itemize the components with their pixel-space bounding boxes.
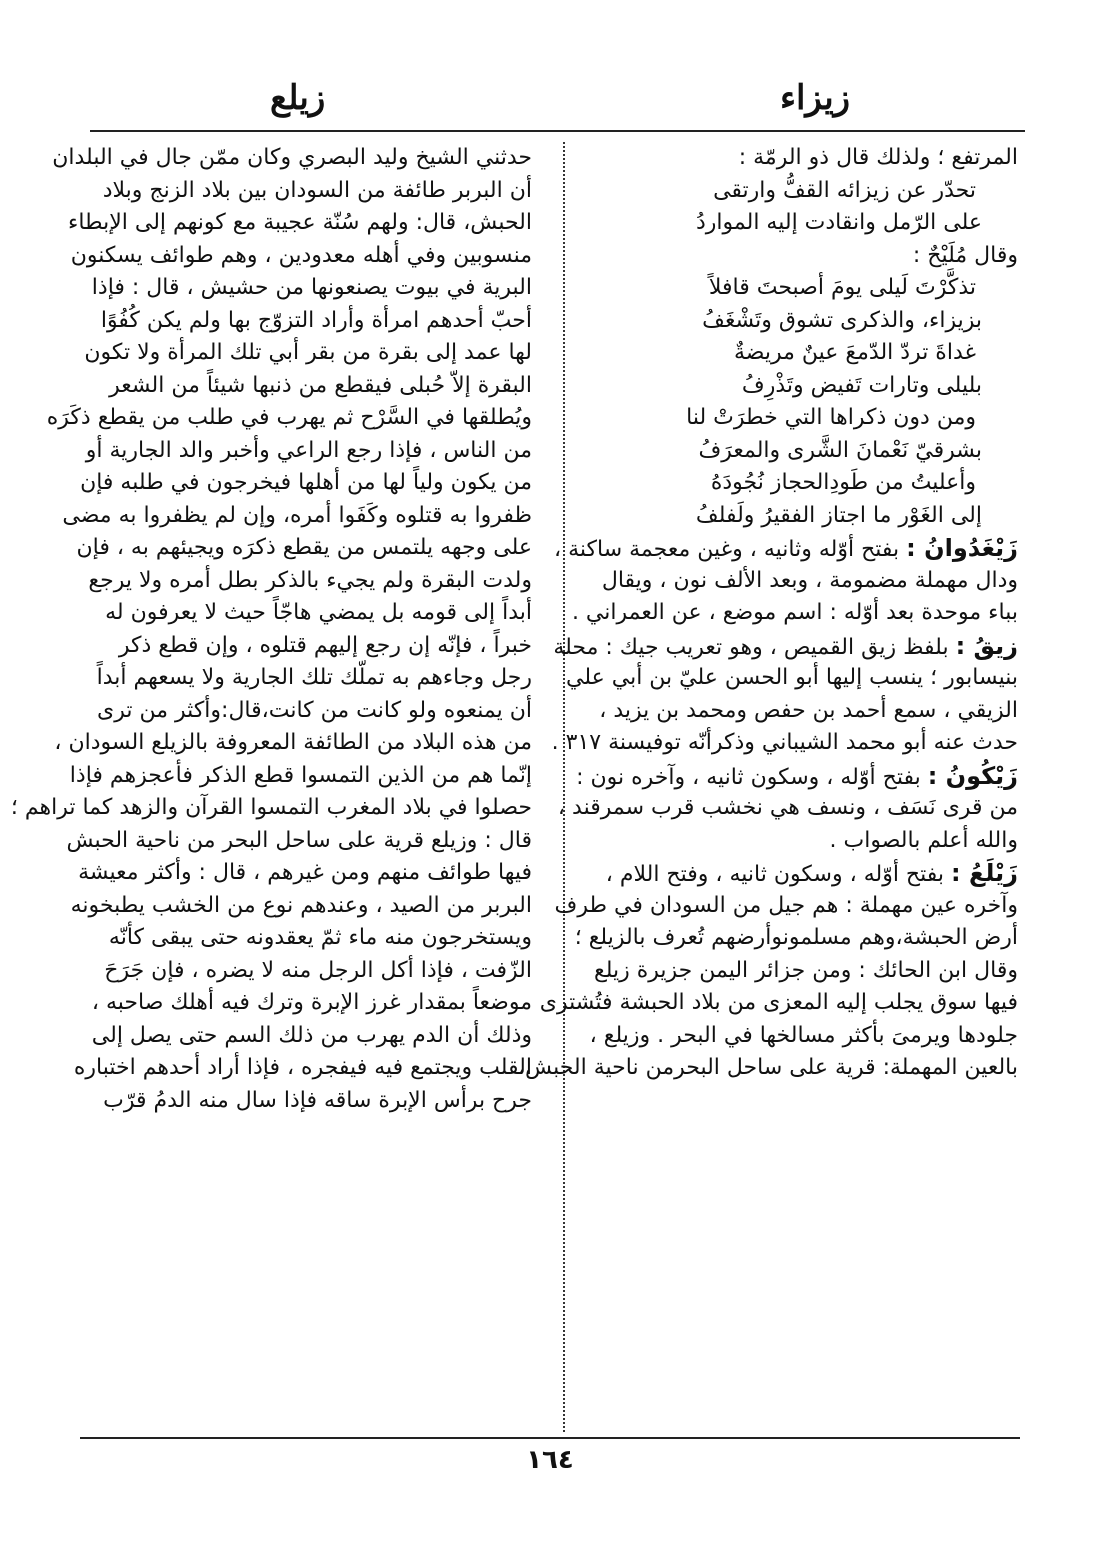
text-line: حدثني الشيخ وليد البصري وكان ممّن جال في البلدان [52,145,532,170]
text-line: ولدت البقرة ولم يجيء بالذكر بطل أمره ولا يرجع [88,567,532,593]
text-line: والله أعلم بالصواب . [829,827,1018,853]
text-line: إنّما هم من الذين التمسوا قطع الذكر فأعجزهم فإذا [69,762,532,788]
entry-text: بفتح أوّله ، وسكون ثانيه ، وآخره نون : [576,764,921,790]
footer-rule [80,1437,1020,1439]
verse-line: إلى الغَوْر ما اجتاز الفقيرُ ولَفلفُ [695,502,982,528]
text-line: بباء موحدة بعد أوّله : اسم موضع ، عن العمراني . [571,600,1018,625]
text-line: الزّفت ، فإذا أكل الرجل منه لا يضره ، فإن جَرَحَ [104,957,532,983]
text-line: بالعين المهملة: قرية على ساحل البحرمن ناحية الحبش، [517,1055,1018,1080]
text-line: من يكون ولياً لها من أهلها فيخرجون في طلبه فإن [80,470,532,495]
verse-line: ومن دون ذكراها التي خطرَتْ لنا [686,405,976,430]
entry-headword: زَيْغَدُوانُ : [906,534,1018,562]
text-line: من قرى نَسَف ، ونسف هي نخشب قرب سمرقند ، [557,795,1018,820]
text-line: لها عمد إلى بقرة من بقر أبي تلك المرأة ولا تكون [84,340,532,365]
entry-headword: زَيْكُونُ : [927,761,1018,790]
text-line: أرض الحبشة،وهم مسلمونوأرضهم تُعرف بالزيلع ؛ [574,925,1018,950]
text-line: القلب ويجتمع فيه فيفجره ، فإذا أراد أحدهم اختباره [73,1055,532,1080]
text-line: وقال ابن الحائك : ومن جزائر اليمن جزيرة زيلع [593,957,1018,983]
verse-line: تذكَّرْتَ لَيلى يومَ أصبحتَ قافلاً [708,275,976,300]
entry-headword: زَيْلَعُ : [951,859,1018,887]
text-line: موضعاً بمقدار غرز الإبرة وترك فيه أهلك صاحبه ، [91,990,532,1015]
text-line: الحبش، قال: ولهم سُنّة عجيبة مع كونهم إلى الإبطاء [67,210,532,235]
entry-text: بفتح أوّله ، وسكون ثانيه ، وفتح اللام ، [605,862,945,887]
verse-line: بشرقيّ نَعْمانَ الشَّرى والمعرَفُ [698,437,982,463]
right-column [517,142,1018,1085]
running-head-right: زيزاء [780,78,851,118]
text-line: أحبّ أحدهم امرأة وأراد التزوّج بها ولم يكن كُفُوًا [100,307,532,333]
text-line: حدث عنه أبو محمد الشيباني وذكرأنّه توفيسنة ٣١٧ . [551,730,1018,755]
text-line: أبداً إلى قومه بل يمضي هاجّاً حيث لا يعرفون له [105,600,532,625]
text-line: حصلوا في بلاد المغرب التمسوا القرآن والزهد كما تراهم ؛ [10,795,532,820]
text-line: أن يمنعوه ولو كانت من كانت،قال:وأكثر من ترى [97,697,532,723]
running-head-left: زيلع [270,78,326,118]
text-line: ظفروا به قتلوه وكَفَوا أمره، وإن لم يظفروا به مضى [62,502,532,528]
left-column [10,142,532,1117]
text-line: قال : وزيلع قرية على ساحل البحر من ناحية الحبش [66,827,532,853]
text-line: فيها طوائف منهم ومن غيرهم ، قال : وأكثر معيشة [78,860,532,885]
text-line: المرتفع ؛ ولذلك قال ذو الرمّة : [738,145,1018,170]
text-line: جلودها ويرمىَ بأكثر مسالخها في البحر . وزيلع ، [589,1022,1018,1048]
verse-line: على الرّمل وانقادت إليه المواردُ [696,210,982,235]
text-line: على وجهه يلتمس من يقطع ذكرَه ويجيئهم به ، فإن [76,535,532,560]
verse-line: وأعليتُ من طَودِالحجاز نُجُودَهُ [710,470,976,495]
text-line: رجل وجاءهم به تملّك تلك الجارية ولا يسعهم أبداً [96,665,532,690]
verse-line: تحدّر عن زيزائه القفُّ وارتقى [713,177,976,203]
text-line: من الناس ، فإذا رجع الراعي وأخبر والد الجارية أو [85,437,532,463]
text-line: ويُطلقها في السَّرْح ثم يهرب في طلب من يقطع ذكَرَه [46,405,532,430]
text-line: بنيسابور ؛ ينسب إليها أبو الحسن عليّ بن أبي علي [566,665,1018,690]
entry-line [578,760,1018,793]
entry-text: بلفظ زيق القميص ، وهو تعريب جيك : محلة [553,634,949,660]
text-line: أن البربر طائفة من السودان بين بلاد الزنج وبلاد [102,177,532,203]
column-divider [563,142,565,1432]
text-line: منسوبين وفي أهله معدودين ، وهم طوائف يسكنون [70,242,532,268]
text-line: جرح برأس الإبرة ساقه فإذا سال منه الدمُ قرّب [103,1087,532,1113]
text-line: فيها سوق يجلب إليه المعزى من بلاد الحبشة فتُشترى [539,990,1018,1015]
text-line: الزيقي ، سمع أحمد بن حفص ومحمد بن يزيد ، [599,697,1018,723]
text-line: ويستخرجون منه ماء ثمّ يعقدونه حتى يبقى كأنّه [108,925,532,950]
entry-line [553,630,1018,663]
header-rule [90,130,1025,132]
entry-text: بفتح أوّله وثانيه ، وغين معجمة ساكنة ، [554,537,900,562]
text-line: من هذه البلاد من الطائفة المعروفة بالزيلع السودان ، [54,730,532,755]
text-line: البقرة إلاّ حُبلى فيقطع من ذنبها شيئاً من الشعر [109,372,532,398]
text-line: وذلك أن الدم يهرب من ذلك السم حتى يصل إلى [91,1022,532,1048]
text-line: البرية في بيوت يصنعونها من حشيش ، قال : فإذا [91,275,532,300]
page-number: ١٦٤ [526,1445,574,1475]
verse-line: غداةَ تردّ الدّمعَ عينٌ مريضةٌ [733,340,976,365]
text-line: وقال مُلَيْحٌ : [912,242,1018,268]
verse-line: بليلى وتارات تَفيض وتَذْرِفُ [741,372,982,398]
entry-line [578,857,1018,890]
text-line: ودال مهملة مضمومة ، وبعد الألف نون ، ويقال [601,567,1018,593]
text-line: خبراً ، فإنّه إن رجع إليهم قتلوه ، وإن قطع ذكر [118,632,532,658]
text-line: وآخره عين مهملة : هم جيل من السودان في طرف [554,892,1018,918]
entry-headword: زيقُ : [955,631,1018,660]
entry-line [554,532,1018,565]
verse-line: بزيزاء، والذكرى تشوق وتَشْغَفُ [702,307,982,333]
text-line: البربر من الصيد ، وعندهم نوع من الخشب يطبخونه [70,892,532,918]
